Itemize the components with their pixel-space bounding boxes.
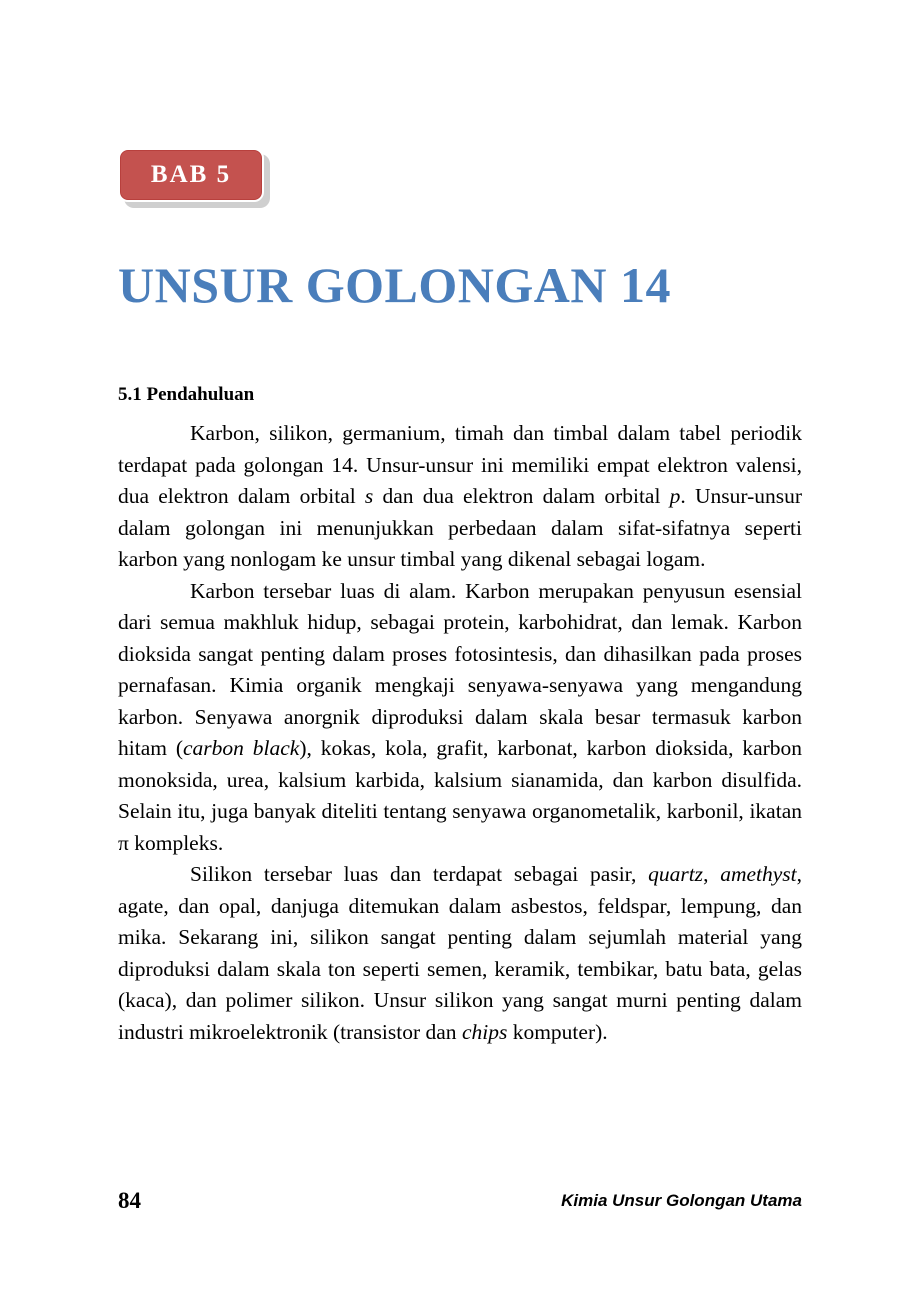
footer-book-title: Kimia Unsur Golongan Utama xyxy=(561,1191,802,1210)
chips-italic: chips xyxy=(461,1019,508,1044)
paragraph-1 xyxy=(118,418,802,576)
section-heading: 5.1 Pendahuluan xyxy=(118,383,255,405)
paragraph-1-text-a: Karbon, silikon, germanium, timah dan timbal dalam tabel periodik terdapat pada golongan 14. Unsur-unsur ini memiliki empat elektron valensi, dua elektron dalam orbital xyxy=(118,421,802,508)
paragraph-1-text-c: . Unsur-unsur dalam golongan ini menunjukkan perbedaan dalam sifat-sifatnya seperti karbon yang nonlogam ke unsur timbal yang dikenal sebagai logam. xyxy=(118,484,803,571)
paragraph-3-sep-1: , xyxy=(703,862,721,886)
orbital-p-italic: p xyxy=(669,484,681,508)
paragraph-3-text-c: , agate, dan opal, danjuga ditemukan dalam asbestos, feldspar, lempung, dan mika. Sekarang ini, silikon sangat penting dalam sejumlah material yang diproduksi dalam skala ton seperti semen, keramik, tembikar, batu bata, gelas (kaca), dan polimer silikon. Unsur silikon yang sangat murni penting dalam industri mikroelektronik (transistor dan xyxy=(118,862,802,1044)
carbon-black-italic: carbon black xyxy=(183,736,300,760)
paragraph-2 xyxy=(118,576,802,860)
chapter-badge-label: BAB 5 xyxy=(150,161,232,188)
quartz-italic: quartz xyxy=(648,862,704,886)
chapter-badge xyxy=(118,148,278,208)
paragraph-3-text-a: Silikon tersebar luas dan terdapat sebagai pasir, xyxy=(190,862,649,886)
paragraph-2-text-a: Karbon tersebar luas di alam. Karbon merupakan penyusun esensial dari semua makhluk hidup, sebagai protein, karbohidrat, dan lemak. Karbon dioksida sangat penting dalam proses fotosintesis, dan dihasilkan pada proses pernafasan. Kimia organik mengkaji senyawa-senyawa yang mengandung karbon. Senyawa anorgnik diproduksi dalam skala besar termasuk karbon hitam ( xyxy=(118,578,802,760)
page-title: UNSUR GOLONGAN 14 xyxy=(118,256,671,313)
chapter-badge-box xyxy=(118,148,264,202)
paragraph-2-text-b: ), kokas, kola, grafit, karbonat, karbon dioksida, karbon monoksida, urea, kalsium karbida, kalsium sianamida, dan karbon disulfida. Selain itu, juga banyak diteliti tentang senyawa organometalik, karbonil, ikatan π kompleks. xyxy=(118,736,803,855)
orbital-s-italic: s xyxy=(364,484,374,508)
paragraph-3-text-d: komputer). xyxy=(507,1019,608,1044)
page-number: 84 xyxy=(118,1188,141,1213)
paragraph-3 xyxy=(118,859,802,1048)
amethyst-italic: amethyst xyxy=(720,862,797,886)
paragraph-1-text-b: dan dua elektron dalam orbital xyxy=(373,484,670,508)
body-text xyxy=(118,418,802,1048)
page-footer xyxy=(118,1188,802,1218)
